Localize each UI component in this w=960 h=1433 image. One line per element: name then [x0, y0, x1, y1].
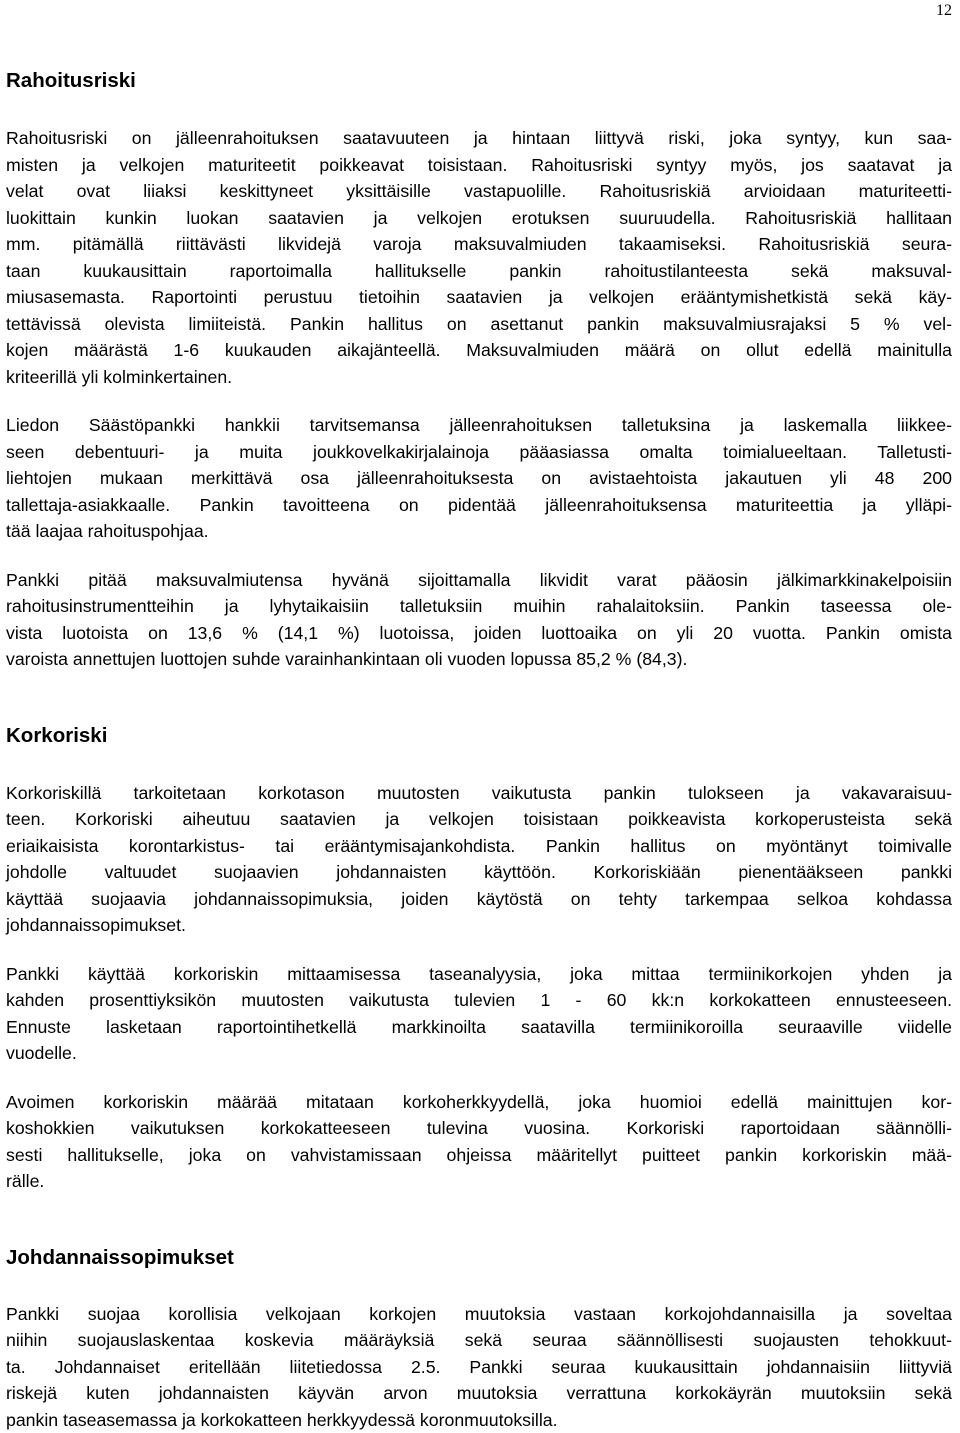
text-line: Rahoitusriski on jälleenrahoituksen saatavuuteen ja hintaan liittyvä riski, joka syntyy, kun saa- [6, 125, 952, 152]
text-line: Pankki pitää maksuvalmiutensa hyvänä sijoittamalla likvidit varat pääosin jälkimarkkinakelpoisiin [6, 567, 952, 594]
text-line: rälle. [6, 1168, 952, 1195]
text-line: ta. Johdannaiset eritellään liitetiedossa 2.5. Pankki seuraa kuukausittain johdannaisiin liittyviä [6, 1354, 952, 1381]
text-line: Avoimen korkoriskin määrää mitataan korkoherkkyydellä, joka huomioi edellä mainittujen kor- [6, 1089, 952, 1116]
text-line: misten ja velkojen maturiteetit poikkeavat toisistaan. Rahoitusriski syntyy myös, jos saatavat ja [6, 152, 952, 179]
text-line: johdolle valtuudet suojaavien johdannaisten käyttöön. Korkoriskiään pienentääkseen pankki [6, 859, 952, 886]
section-heading-korkoriski: Korkoriski [6, 721, 952, 751]
text-line: varoista annettujen luottojen suhde varainhankintaan oli vuoden lopussa 85,2 % (84,3). [6, 646, 952, 673]
paragraph [6, 1089, 952, 1195]
text-line: Korkoriskillä tarkoitetaan korkotason muutosten vaikutusta pankin tulokseen ja vakavaraisuu- [6, 780, 952, 807]
paragraph [6, 125, 952, 390]
text-line: Liedon Säästöpankki hankkii tarvitsemansa jälleenrahoituksen talletuksina ja laskemalla liikkee- [6, 412, 952, 439]
text-line: vuodelle. [6, 1040, 952, 1067]
text-line: kojen määrästä 1-6 kuukauden aikajänteellä. Maksuvalmiuden määrä on ollut edellä mainitulla [6, 337, 952, 364]
text-line: tallettaja-asiakkaalle. Pankin tavoitteena on pidentää jälleenrahoituksensa maturiteettia ja ylläpi- [6, 492, 952, 519]
text-line: teen. Korkoriski aiheutuu saatavien ja velkojen toisistaan poikkeavista korkoperusteista sekä [6, 806, 952, 833]
text-line: Ennuste lasketaan raportointihetkellä markkinoilta saatavilla termiinikoroilla seuraaville viidelle [6, 1014, 952, 1041]
paragraph [6, 412, 952, 545]
text-line: rahoitusinstrumentteihin ja lyhytaikaisiin talletuksiin muihin rahalaitoksiin. Pankin taseessa ole- [6, 593, 952, 620]
page-number: 12 [936, 2, 952, 20]
text-line: tää laajaa rahoituspohjaa. [6, 518, 952, 545]
paragraph [6, 780, 952, 939]
section-heading-johdannaissopimukset: Johdannaissopimukset [6, 1243, 952, 1273]
text-line: eriaikaisista korontarkistus- tai erääntymisajankohdista. Pankin hallitus on myöntänyt toimivalle [6, 833, 952, 860]
text-line: luokittain kunkin luokan saatavien ja velkojen erotuksen suuruudella. Rahoitusriskiä hallitaan [6, 205, 952, 232]
document-body [6, 66, 952, 1433]
text-line: Pankki suojaa korollisia velkojaan korkojen muutoksia vastaan korkojohdannaisilla ja soveltaa [6, 1301, 952, 1328]
text-line: mm. pitämällä riittävästi likvidejä varoja maksuvalmiuden takaamiseksi. Rahoitusriskiä seura- [6, 231, 952, 258]
text-line: johdannaissopimukset. [6, 912, 952, 939]
text-line: käyttää suojaavia johdannaissopimuksia, joiden käytöstä on tehty tarkempaa selkoa kohdassa [6, 886, 952, 913]
text-line: riskejä kuten johdannaisten käyvän arvon muutoksia verrattuna korkokäyrän muutoksiin sekä [6, 1380, 952, 1407]
text-line: velat ovat liiaksi keskittyneet yksittäisille vastapuolille. Rahoitusriskiä arvioidaan maturiteetti- [6, 178, 952, 205]
text-line: miusasemasta. Raportointi perustuu tietoihin saatavien ja velkojen erääntymishetkistä sekä käy- [6, 284, 952, 311]
paragraph [6, 961, 952, 1067]
text-line: sesti hallitukselle, joka on vahvistamissaan ohjeissa määritellyt puitteet pankin korkoriskin mää- [6, 1142, 952, 1169]
text-line: seen debentuuri- ja muita joukkovelkakirjalainoja pääasiassa omalta toimialueeltaan. Talletusti- [6, 439, 952, 466]
text-line: kriteerillä yli kolminkertainen. [6, 364, 952, 391]
paragraph [6, 1301, 952, 1433]
text-line: liehtojen mukaan merkittävä osa jälleenrahoituksesta on avistaehtoista jakautuen yli 48 200 [6, 465, 952, 492]
text-line: pankin taseasemassa ja korkokatteen herkkyydessä koronmuutoksilla. [6, 1407, 952, 1433]
text-line: koshokkien vaikutuksen korkokatteeseen tulevina vuosina. Korkoriski raportoidaan säännölli- [6, 1115, 952, 1142]
text-line: tettävissä olevista limiiteistä. Pankin hallitus on asettanut pankin maksuvalmiusrajaksi 5 % vel- [6, 311, 952, 338]
text-line: taan kuukausittain raportoimalla hallitukselle pankin rahoitustilanteesta sekä maksuval- [6, 258, 952, 285]
section-heading-rahoitusriski: Rahoitusriski [6, 66, 952, 96]
text-line: Pankki käyttää korkoriskin mittaamisessa taseanalyysia, joka mittaa termiinikorkojen yhden ja [6, 961, 952, 988]
text-line: niihin suojauslaskentaa koskevia määräyksiä sekä seuraa säännöllisesti suojausten tehokkuut- [6, 1327, 952, 1354]
paragraph [6, 567, 952, 673]
text-line: vista luotoista on 13,6 % (14,1 %) luotoissa, joiden luottoaika on yli 20 vuotta. Pankin omista [6, 620, 952, 647]
text-line: kahden prosenttiyksikön muutosten vaikutusta tulevien 1 - 60 kk:n korkokatteen ennusteeseen. [6, 987, 952, 1014]
